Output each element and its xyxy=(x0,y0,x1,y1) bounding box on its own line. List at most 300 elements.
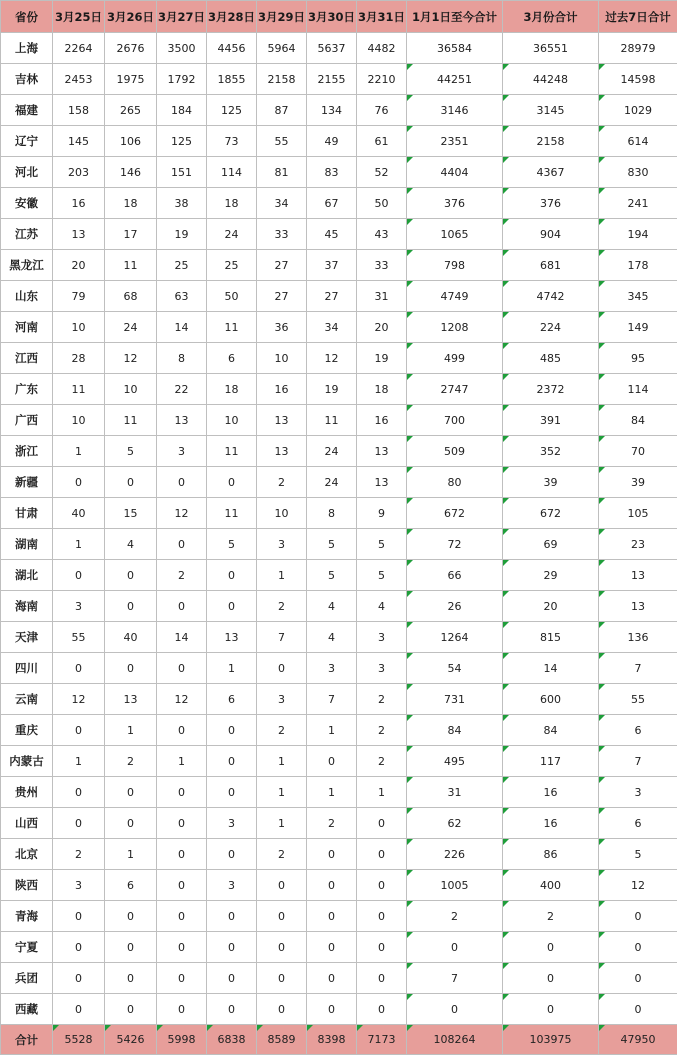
value-cell[interactable]: 40 xyxy=(53,498,105,529)
value-cell[interactable]: 83 xyxy=(307,157,357,188)
column-header-2[interactable]: 3月26日 xyxy=(105,1,157,33)
value-cell[interactable]: 20 xyxy=(53,250,105,281)
value-cell[interactable]: 2 xyxy=(257,839,307,870)
value-cell[interactable]: 0 xyxy=(53,932,105,963)
value-cell[interactable]: 50 xyxy=(207,281,257,312)
column-header-0[interactable]: 省份 xyxy=(1,1,53,33)
value-cell[interactable]: 13 xyxy=(53,219,105,250)
value-cell[interactable]: 66 xyxy=(407,560,503,591)
value-cell[interactable]: 49 xyxy=(307,126,357,157)
value-cell[interactable]: 2351 xyxy=(407,126,503,157)
province-cell[interactable]: 广东 xyxy=(1,374,53,405)
value-cell[interactable]: 55 xyxy=(599,684,677,715)
value-cell[interactable]: 6 xyxy=(207,343,257,374)
value-cell[interactable]: 3 xyxy=(357,653,407,684)
value-cell[interactable]: 134 xyxy=(307,95,357,126)
value-cell[interactable]: 4367 xyxy=(503,157,599,188)
value-cell[interactable]: 2 xyxy=(357,684,407,715)
value-cell[interactable]: 0 xyxy=(207,901,257,932)
value-cell[interactable]: 0 xyxy=(207,777,257,808)
value-cell[interactable]: 0 xyxy=(307,870,357,901)
value-cell[interactable]: 0 xyxy=(53,994,105,1025)
province-cell[interactable]: 江西 xyxy=(1,343,53,374)
value-cell[interactable]: 203 xyxy=(53,157,105,188)
total-cell[interactable]: 5528 xyxy=(53,1025,105,1055)
value-cell[interactable]: 5637 xyxy=(307,33,357,64)
value-cell[interactable]: 67 xyxy=(307,188,357,219)
value-cell[interactable]: 0 xyxy=(105,901,157,932)
total-cell[interactable]: 8398 xyxy=(307,1025,357,1055)
value-cell[interactable]: 0 xyxy=(105,591,157,622)
province-cell[interactable]: 北京 xyxy=(1,839,53,870)
value-cell[interactable]: 0 xyxy=(307,963,357,994)
province-cell[interactable]: 福建 xyxy=(1,95,53,126)
value-cell[interactable]: 39 xyxy=(599,467,677,498)
column-header-8[interactable]: 1月1日至今合计 xyxy=(407,1,503,33)
value-cell[interactable]: 184 xyxy=(157,95,207,126)
value-cell[interactable]: 38 xyxy=(157,188,207,219)
province-cell[interactable]: 新疆 xyxy=(1,467,53,498)
province-cell[interactable]: 广西 xyxy=(1,405,53,436)
value-cell[interactable]: 376 xyxy=(407,188,503,219)
value-cell[interactable]: 24 xyxy=(105,312,157,343)
value-cell[interactable]: 54 xyxy=(407,653,503,684)
value-cell[interactable]: 1 xyxy=(53,529,105,560)
value-cell[interactable]: 3 xyxy=(53,870,105,901)
value-cell[interactable]: 3 xyxy=(207,870,257,901)
value-cell[interactable]: 7 xyxy=(599,653,677,684)
total-cell[interactable]: 5426 xyxy=(105,1025,157,1055)
province-cell[interactable]: 内蒙古 xyxy=(1,746,53,777)
value-cell[interactable]: 400 xyxy=(503,870,599,901)
value-cell[interactable]: 19 xyxy=(307,374,357,405)
value-cell[interactable]: 0 xyxy=(307,746,357,777)
province-cell[interactable]: 安徽 xyxy=(1,188,53,219)
province-cell[interactable]: 黑龙江 xyxy=(1,250,53,281)
value-cell[interactable]: 16 xyxy=(503,808,599,839)
value-cell[interactable]: 731 xyxy=(407,684,503,715)
value-cell[interactable]: 4456 xyxy=(207,33,257,64)
value-cell[interactable]: 11 xyxy=(53,374,105,405)
total-cell[interactable]: 5998 xyxy=(157,1025,207,1055)
value-cell[interactable]: 5 xyxy=(307,560,357,591)
value-cell[interactable]: 3 xyxy=(53,591,105,622)
total-label[interactable]: 合计 xyxy=(1,1025,53,1055)
value-cell[interactable]: 70 xyxy=(599,436,677,467)
value-cell[interactable]: 13 xyxy=(357,436,407,467)
value-cell[interactable]: 22 xyxy=(157,374,207,405)
province-cell[interactable]: 湖南 xyxy=(1,529,53,560)
value-cell[interactable]: 3500 xyxy=(157,33,207,64)
value-cell[interactable]: 0 xyxy=(503,994,599,1025)
value-cell[interactable]: 2 xyxy=(53,839,105,870)
value-cell[interactable]: 11 xyxy=(307,405,357,436)
value-cell[interactable]: 0 xyxy=(307,994,357,1025)
value-cell[interactable]: 0 xyxy=(157,777,207,808)
value-cell[interactable]: 146 xyxy=(105,157,157,188)
value-cell[interactable]: 2 xyxy=(357,715,407,746)
value-cell[interactable]: 0 xyxy=(307,932,357,963)
value-cell[interactable]: 226 xyxy=(407,839,503,870)
value-cell[interactable]: 0 xyxy=(407,994,503,1025)
value-cell[interactable]: 11 xyxy=(207,312,257,343)
value-cell[interactable]: 0 xyxy=(207,994,257,1025)
value-cell[interactable]: 2210 xyxy=(357,64,407,95)
value-cell[interactable]: 11 xyxy=(207,498,257,529)
value-cell[interactable]: 2158 xyxy=(257,64,307,95)
column-header-6[interactable]: 3月30日 xyxy=(307,1,357,33)
value-cell[interactable]: 0 xyxy=(105,560,157,591)
province-cell[interactable]: 云南 xyxy=(1,684,53,715)
value-cell[interactable]: 265 xyxy=(105,95,157,126)
value-cell[interactable]: 0 xyxy=(105,994,157,1025)
value-cell[interactable]: 0 xyxy=(207,591,257,622)
value-cell[interactable]: 5 xyxy=(207,529,257,560)
value-cell[interactable]: 44248 xyxy=(503,64,599,95)
value-cell[interactable]: 1029 xyxy=(599,95,677,126)
province-cell[interactable]: 辽宁 xyxy=(1,126,53,157)
value-cell[interactable]: 600 xyxy=(503,684,599,715)
value-cell[interactable]: 84 xyxy=(503,715,599,746)
value-cell[interactable]: 4482 xyxy=(357,33,407,64)
value-cell[interactable]: 4 xyxy=(357,591,407,622)
value-cell[interactable]: 80 xyxy=(407,467,503,498)
value-cell[interactable]: 0 xyxy=(105,932,157,963)
value-cell[interactable]: 0 xyxy=(105,963,157,994)
value-cell[interactable]: 40 xyxy=(105,622,157,653)
value-cell[interactable]: 0 xyxy=(53,560,105,591)
value-cell[interactable]: 105 xyxy=(599,498,677,529)
value-cell[interactable]: 125 xyxy=(157,126,207,157)
value-cell[interactable]: 12 xyxy=(105,343,157,374)
value-cell[interactable]: 0 xyxy=(357,963,407,994)
value-cell[interactable]: 0 xyxy=(257,901,307,932)
value-cell[interactable]: 0 xyxy=(157,467,207,498)
value-cell[interactable]: 2372 xyxy=(503,374,599,405)
value-cell[interactable]: 12 xyxy=(157,684,207,715)
value-cell[interactable]: 0 xyxy=(53,777,105,808)
value-cell[interactable]: 55 xyxy=(257,126,307,157)
province-cell[interactable]: 山东 xyxy=(1,281,53,312)
value-cell[interactable]: 10 xyxy=(53,405,105,436)
value-cell[interactable]: 14 xyxy=(503,653,599,684)
value-cell[interactable]: 16 xyxy=(503,777,599,808)
value-cell[interactable]: 10 xyxy=(53,312,105,343)
value-cell[interactable]: 0 xyxy=(207,839,257,870)
value-cell[interactable]: 11 xyxy=(207,436,257,467)
value-cell[interactable]: 5 xyxy=(307,529,357,560)
value-cell[interactable]: 1 xyxy=(207,653,257,684)
value-cell[interactable]: 45 xyxy=(307,219,357,250)
value-cell[interactable]: 13 xyxy=(157,405,207,436)
value-cell[interactable]: 27 xyxy=(257,250,307,281)
value-cell[interactable]: 1 xyxy=(105,715,157,746)
value-cell[interactable]: 7 xyxy=(307,684,357,715)
column-header-1[interactable]: 3月25日 xyxy=(53,1,105,33)
value-cell[interactable]: 0 xyxy=(207,560,257,591)
value-cell[interactable]: 1 xyxy=(53,746,105,777)
value-cell[interactable]: 44251 xyxy=(407,64,503,95)
value-cell[interactable]: 25 xyxy=(207,250,257,281)
total-cell[interactable]: 7173 xyxy=(357,1025,407,1055)
province-cell[interactable]: 吉林 xyxy=(1,64,53,95)
value-cell[interactable]: 2158 xyxy=(503,126,599,157)
province-cell[interactable]: 兵团 xyxy=(1,963,53,994)
value-cell[interactable]: 2676 xyxy=(105,33,157,64)
value-cell[interactable]: 13 xyxy=(599,591,677,622)
value-cell[interactable]: 5 xyxy=(599,839,677,870)
value-cell[interactable]: 5 xyxy=(357,529,407,560)
value-cell[interactable]: 1 xyxy=(257,746,307,777)
value-cell[interactable]: 76 xyxy=(357,95,407,126)
value-cell[interactable]: 37 xyxy=(307,250,357,281)
value-cell[interactable]: 3 xyxy=(357,622,407,653)
value-cell[interactable]: 5 xyxy=(105,436,157,467)
value-cell[interactable]: 2 xyxy=(307,808,357,839)
value-cell[interactable]: 178 xyxy=(599,250,677,281)
value-cell[interactable]: 904 xyxy=(503,219,599,250)
province-cell[interactable]: 湖北 xyxy=(1,560,53,591)
value-cell[interactable]: 2 xyxy=(257,715,307,746)
value-cell[interactable]: 2 xyxy=(157,560,207,591)
total-cell[interactable]: 47950 xyxy=(599,1025,677,1055)
value-cell[interactable]: 0 xyxy=(257,932,307,963)
value-cell[interactable]: 1 xyxy=(357,777,407,808)
total-cell[interactable]: 6838 xyxy=(207,1025,257,1055)
value-cell[interactable]: 12 xyxy=(157,498,207,529)
value-cell[interactable]: 0 xyxy=(357,932,407,963)
value-cell[interactable]: 0 xyxy=(53,808,105,839)
value-cell[interactable]: 0 xyxy=(503,963,599,994)
value-cell[interactable]: 241 xyxy=(599,188,677,219)
value-cell[interactable]: 5964 xyxy=(257,33,307,64)
value-cell[interactable]: 125 xyxy=(207,95,257,126)
value-cell[interactable]: 0 xyxy=(157,963,207,994)
value-cell[interactable]: 12 xyxy=(307,343,357,374)
value-cell[interactable]: 1855 xyxy=(207,64,257,95)
province-cell[interactable]: 河北 xyxy=(1,157,53,188)
value-cell[interactable]: 16 xyxy=(357,405,407,436)
value-cell[interactable]: 0 xyxy=(157,994,207,1025)
value-cell[interactable]: 1065 xyxy=(407,219,503,250)
column-header-7[interactable]: 3月31日 xyxy=(357,1,407,33)
value-cell[interactable]: 499 xyxy=(407,343,503,374)
total-row[interactable] xyxy=(1,1025,677,1055)
value-cell[interactable]: 3 xyxy=(599,777,677,808)
value-cell[interactable]: 2 xyxy=(503,901,599,932)
value-cell[interactable]: 36 xyxy=(257,312,307,343)
value-cell[interactable]: 700 xyxy=(407,405,503,436)
value-cell[interactable]: 39 xyxy=(503,467,599,498)
value-cell[interactable]: 36551 xyxy=(503,33,599,64)
value-cell[interactable]: 24 xyxy=(207,219,257,250)
value-cell[interactable]: 1 xyxy=(105,839,157,870)
value-cell[interactable]: 0 xyxy=(157,808,207,839)
province-cell[interactable]: 甘肃 xyxy=(1,498,53,529)
province-cell[interactable]: 四川 xyxy=(1,653,53,684)
value-cell[interactable]: 3 xyxy=(207,808,257,839)
value-cell[interactable]: 5 xyxy=(357,560,407,591)
value-cell[interactable]: 798 xyxy=(407,250,503,281)
value-cell[interactable]: 4404 xyxy=(407,157,503,188)
province-cell[interactable]: 上海 xyxy=(1,33,53,64)
value-cell[interactable]: 33 xyxy=(357,250,407,281)
value-cell[interactable]: 52 xyxy=(357,157,407,188)
column-header-3[interactable]: 3月27日 xyxy=(157,1,207,33)
value-cell[interactable]: 0 xyxy=(157,715,207,746)
value-cell[interactable]: 14 xyxy=(157,312,207,343)
value-cell[interactable]: 4 xyxy=(307,622,357,653)
value-cell[interactable]: 14 xyxy=(157,622,207,653)
value-cell[interactable]: 10 xyxy=(207,405,257,436)
value-cell[interactable]: 72 xyxy=(407,529,503,560)
value-cell[interactable]: 830 xyxy=(599,157,677,188)
province-cell[interactable]: 西藏 xyxy=(1,994,53,1025)
value-cell[interactable]: 0 xyxy=(105,808,157,839)
value-cell[interactable]: 8 xyxy=(157,343,207,374)
value-cell[interactable]: 9 xyxy=(357,498,407,529)
value-cell[interactable]: 1 xyxy=(157,746,207,777)
value-cell[interactable]: 0 xyxy=(599,901,677,932)
value-cell[interactable]: 224 xyxy=(503,312,599,343)
value-cell[interactable]: 27 xyxy=(307,281,357,312)
value-cell[interactable]: 0 xyxy=(53,653,105,684)
value-cell[interactable]: 3145 xyxy=(503,95,599,126)
value-cell[interactable]: 1 xyxy=(257,777,307,808)
value-cell[interactable]: 19 xyxy=(357,343,407,374)
value-cell[interactable]: 1005 xyxy=(407,870,503,901)
value-cell[interactable]: 18 xyxy=(357,374,407,405)
value-cell[interactable]: 0 xyxy=(53,963,105,994)
value-cell[interactable]: 23 xyxy=(599,529,677,560)
value-cell[interactable]: 117 xyxy=(503,746,599,777)
value-cell[interactable]: 13 xyxy=(207,622,257,653)
value-cell[interactable]: 1 xyxy=(307,777,357,808)
value-cell[interactable]: 34 xyxy=(307,312,357,343)
value-cell[interactable]: 34 xyxy=(257,188,307,219)
value-cell[interactable]: 672 xyxy=(407,498,503,529)
value-cell[interactable]: 14598 xyxy=(599,64,677,95)
value-cell[interactable]: 345 xyxy=(599,281,677,312)
value-cell[interactable]: 7 xyxy=(257,622,307,653)
value-cell[interactable]: 2 xyxy=(407,901,503,932)
province-cell[interactable]: 浙江 xyxy=(1,436,53,467)
value-cell[interactable]: 29 xyxy=(503,560,599,591)
value-cell[interactable]: 10 xyxy=(257,343,307,374)
value-cell[interactable]: 194 xyxy=(599,219,677,250)
value-cell[interactable]: 3 xyxy=(257,684,307,715)
value-cell[interactable]: 4742 xyxy=(503,281,599,312)
value-cell[interactable]: 12 xyxy=(53,684,105,715)
value-cell[interactable]: 6 xyxy=(207,684,257,715)
value-cell[interactable]: 0 xyxy=(357,870,407,901)
value-cell[interactable]: 7 xyxy=(407,963,503,994)
value-cell[interactable]: 1 xyxy=(257,560,307,591)
value-cell[interactable]: 4 xyxy=(105,529,157,560)
province-cell[interactable]: 江苏 xyxy=(1,219,53,250)
value-cell[interactable]: 31 xyxy=(407,777,503,808)
value-cell[interactable]: 1 xyxy=(257,808,307,839)
value-cell[interactable]: 18 xyxy=(105,188,157,219)
value-cell[interactable]: 3146 xyxy=(407,95,503,126)
value-cell[interactable]: 0 xyxy=(357,839,407,870)
value-cell[interactable]: 114 xyxy=(207,157,257,188)
value-cell[interactable]: 0 xyxy=(257,963,307,994)
value-cell[interactable]: 68 xyxy=(105,281,157,312)
value-cell[interactable]: 95 xyxy=(599,343,677,374)
value-cell[interactable]: 62 xyxy=(407,808,503,839)
value-cell[interactable]: 0 xyxy=(53,467,105,498)
total-cell[interactable]: 103975 xyxy=(503,1025,599,1055)
value-cell[interactable]: 0 xyxy=(357,808,407,839)
value-cell[interactable]: 0 xyxy=(207,963,257,994)
value-cell[interactable]: 509 xyxy=(407,436,503,467)
value-cell[interactable]: 0 xyxy=(257,653,307,684)
value-cell[interactable]: 6 xyxy=(105,870,157,901)
value-cell[interactable]: 25 xyxy=(157,250,207,281)
value-cell[interactable]: 376 xyxy=(503,188,599,219)
value-cell[interactable]: 61 xyxy=(357,126,407,157)
province-cell[interactable]: 海南 xyxy=(1,591,53,622)
value-cell[interactable]: 0 xyxy=(157,653,207,684)
value-cell[interactable]: 10 xyxy=(257,498,307,529)
value-cell[interactable]: 106 xyxy=(105,126,157,157)
value-cell[interactable]: 36584 xyxy=(407,33,503,64)
value-cell[interactable]: 18 xyxy=(207,374,257,405)
province-cell[interactable]: 贵州 xyxy=(1,777,53,808)
value-cell[interactable]: 2264 xyxy=(53,33,105,64)
value-cell[interactable]: 158 xyxy=(53,95,105,126)
province-cell[interactable]: 山西 xyxy=(1,808,53,839)
value-cell[interactable]: 0 xyxy=(599,963,677,994)
value-cell[interactable]: 6 xyxy=(599,808,677,839)
value-cell[interactable]: 614 xyxy=(599,126,677,157)
value-cell[interactable]: 0 xyxy=(53,901,105,932)
value-cell[interactable]: 15 xyxy=(105,498,157,529)
value-cell[interactable]: 0 xyxy=(157,932,207,963)
value-cell[interactable]: 24 xyxy=(307,436,357,467)
value-cell[interactable]: 43 xyxy=(357,219,407,250)
value-cell[interactable]: 672 xyxy=(503,498,599,529)
value-cell[interactable]: 0 xyxy=(105,467,157,498)
province-cell[interactable]: 宁夏 xyxy=(1,932,53,963)
value-cell[interactable]: 352 xyxy=(503,436,599,467)
value-cell[interactable]: 81 xyxy=(257,157,307,188)
value-cell[interactable]: 2155 xyxy=(307,64,357,95)
value-cell[interactable]: 0 xyxy=(407,932,503,963)
value-cell[interactable]: 16 xyxy=(53,188,105,219)
value-cell[interactable]: 13 xyxy=(105,684,157,715)
value-cell[interactable]: 0 xyxy=(307,901,357,932)
value-cell[interactable]: 0 xyxy=(157,901,207,932)
value-cell[interactable]: 0 xyxy=(357,994,407,1025)
value-cell[interactable]: 0 xyxy=(257,870,307,901)
value-cell[interactable]: 149 xyxy=(599,312,677,343)
value-cell[interactable]: 31 xyxy=(357,281,407,312)
value-cell[interactable]: 0 xyxy=(207,467,257,498)
value-cell[interactable]: 0 xyxy=(157,529,207,560)
value-cell[interactable]: 0 xyxy=(207,746,257,777)
value-cell[interactable]: 12 xyxy=(599,870,677,901)
value-cell[interactable]: 0 xyxy=(53,715,105,746)
value-cell[interactable]: 2747 xyxy=(407,374,503,405)
value-cell[interactable]: 13 xyxy=(357,467,407,498)
column-header-9[interactable]: 3月份合计 xyxy=(503,1,599,33)
value-cell[interactable]: 0 xyxy=(307,839,357,870)
province-cell[interactable]: 青海 xyxy=(1,901,53,932)
value-cell[interactable]: 0 xyxy=(207,715,257,746)
value-cell[interactable]: 0 xyxy=(357,901,407,932)
